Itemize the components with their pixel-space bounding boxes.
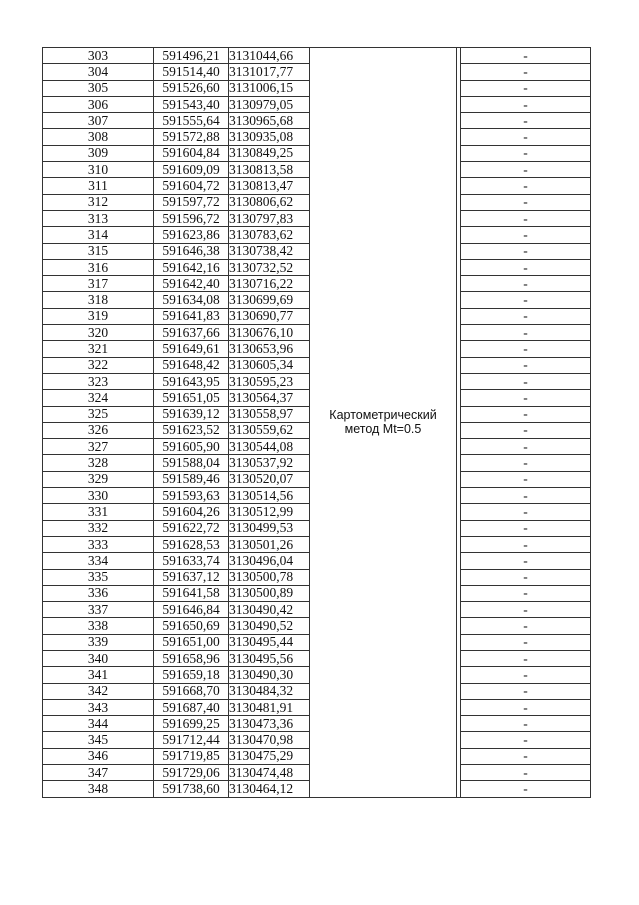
x-coordinate-cell: 591649,61 [154,341,229,357]
note-cell: - [461,569,591,585]
x-coordinate-cell: 591634,08 [154,292,229,308]
x-coordinate-cell: 591687,40 [154,699,229,715]
y-coordinate-cell: 3130490,52 [229,618,310,634]
y-coordinate-cell: 3130935,08 [229,129,310,145]
method-line-2: метод Mt=0.5 [344,422,422,437]
point-number-cell: 340 [43,650,154,666]
x-coordinate-cell: 591628,53 [154,536,229,552]
point-number-cell: 304 [43,64,154,80]
point-number-cell: 342 [43,683,154,699]
x-coordinate-cell: 591588,04 [154,455,229,471]
point-number-cell: 324 [43,390,154,406]
y-coordinate-cell: 3131044,66 [229,48,310,64]
note-cell: - [461,536,591,552]
x-coordinate-cell: 591596,72 [154,210,229,226]
y-coordinate-cell: 3130558,97 [229,406,310,422]
x-coordinate-cell: 591597,72 [154,194,229,210]
point-number-cell: 318 [43,292,154,308]
note-cell: - [461,178,591,194]
point-number-cell: 303 [43,48,154,64]
x-coordinate-cell: 591659,18 [154,667,229,683]
note-cell: - [461,716,591,732]
y-coordinate-cell: 3130716,22 [229,276,310,292]
y-coordinate-cell: 3130559,62 [229,422,310,438]
point-number-cell: 314 [43,227,154,243]
note-cell: - [461,634,591,650]
note-cell: - [461,699,591,715]
x-coordinate-cell: 591555,64 [154,113,229,129]
y-coordinate-cell: 3130520,07 [229,471,310,487]
y-coordinate-cell: 3130514,56 [229,488,310,504]
point-number-cell: 315 [43,243,154,259]
x-coordinate-cell: 591668,70 [154,683,229,699]
y-coordinate-cell: 3130595,23 [229,373,310,389]
point-number-cell: 310 [43,162,154,178]
x-coordinate-cell: 591658,96 [154,650,229,666]
point-number-cell: 347 [43,765,154,781]
y-coordinate-cell: 3130500,78 [229,569,310,585]
y-coordinate-cell: 3130496,04 [229,553,310,569]
note-cell: - [461,162,591,178]
point-number-cell: 313 [43,210,154,226]
point-number-cell: 305 [43,80,154,96]
point-number-cell: 344 [43,716,154,732]
y-coordinate-cell: 3130499,53 [229,520,310,536]
y-coordinate-cell: 3130653,96 [229,341,310,357]
note-cell: - [461,390,591,406]
x-coordinate-cell: 591651,00 [154,634,229,650]
y-coordinate-cell: 3130965,68 [229,113,310,129]
x-coordinate-cell: 591622,72 [154,520,229,536]
point-number-cell: 334 [43,553,154,569]
y-coordinate-cell: 3130605,34 [229,357,310,373]
x-coordinate-cell: 591609,09 [154,162,229,178]
x-coordinate-cell: 591650,69 [154,618,229,634]
y-coordinate-cell: 3130470,98 [229,732,310,748]
x-coordinate-cell: 591605,90 [154,439,229,455]
point-number-cell: 319 [43,308,154,324]
note-cell: - [461,471,591,487]
x-coordinate-cell: 591589,46 [154,471,229,487]
note-cell: - [461,243,591,259]
x-coordinate-cell: 591543,40 [154,96,229,112]
x-coordinate-cell: 591646,84 [154,602,229,618]
point-number-cell: 312 [43,194,154,210]
note-cell: - [461,488,591,504]
note-cell: - [461,618,591,634]
y-coordinate-cell: 3131006,15 [229,80,310,96]
y-coordinate-cell: 3130783,62 [229,227,310,243]
note-cell: - [461,276,591,292]
note-cell: - [461,325,591,341]
x-coordinate-cell: 591641,83 [154,308,229,324]
y-coordinate-cell: 3130500,89 [229,585,310,601]
x-coordinate-cell: 591637,12 [154,569,229,585]
y-coordinate-cell: 3130564,37 [229,390,310,406]
point-number-cell: 307 [43,113,154,129]
y-coordinate-cell: 3130690,77 [229,308,310,324]
y-coordinate-cell: 3130474,48 [229,765,310,781]
x-coordinate-cell: 591648,42 [154,357,229,373]
x-coordinate-cell: 591514,40 [154,64,229,80]
x-coordinate-cell: 591642,40 [154,276,229,292]
y-coordinate-cell: 3130481,91 [229,699,310,715]
table-body [43,48,591,798]
note-cell: - [461,765,591,781]
point-number-cell: 336 [43,585,154,601]
note-cell: - [461,194,591,210]
note-cell: - [461,602,591,618]
point-number-cell: 346 [43,748,154,764]
point-number-cell: 333 [43,536,154,552]
y-coordinate-cell: 3130537,92 [229,455,310,471]
method-line-1: Картометрический [329,408,437,423]
y-coordinate-cell: 3130473,36 [229,716,310,732]
point-number-cell: 308 [43,129,154,145]
point-number-cell: 345 [43,732,154,748]
y-coordinate-cell: 3130501,26 [229,536,310,552]
y-coordinate-cell: 3130806,62 [229,194,310,210]
point-number-cell: 330 [43,488,154,504]
note-cell: - [461,259,591,275]
point-number-cell: 316 [43,259,154,275]
point-number-cell: 348 [43,781,154,797]
x-coordinate-cell: 591712,44 [154,732,229,748]
y-coordinate-cell: 3130544,08 [229,439,310,455]
y-coordinate-cell: 3130738,42 [229,243,310,259]
y-coordinate-cell: 3130495,56 [229,650,310,666]
note-cell: - [461,585,591,601]
point-number-cell: 326 [43,422,154,438]
note-cell: - [461,96,591,112]
method-cell [310,48,457,798]
point-number-cell: 331 [43,504,154,520]
note-cell: - [461,781,591,797]
y-coordinate-cell: 3130484,32 [229,683,310,699]
point-number-cell: 343 [43,699,154,715]
x-coordinate-cell: 591633,74 [154,553,229,569]
y-coordinate-cell: 3130464,12 [229,781,310,797]
x-coordinate-cell: 591496,21 [154,48,229,64]
point-number-cell: 327 [43,439,154,455]
note-cell: - [461,227,591,243]
coordinates-table [42,47,591,798]
point-number-cell: 311 [43,178,154,194]
note-cell: - [461,406,591,422]
x-coordinate-cell: 591623,52 [154,422,229,438]
note-cell: - [461,145,591,161]
note-cell: - [461,113,591,129]
x-coordinate-cell: 591623,86 [154,227,229,243]
note-cell: - [461,373,591,389]
note-cell: - [461,520,591,536]
y-coordinate-cell: 3130797,83 [229,210,310,226]
x-coordinate-cell: 591637,66 [154,325,229,341]
x-coordinate-cell: 591719,85 [154,748,229,764]
y-coordinate-cell: 3131017,77 [229,64,310,80]
x-coordinate-cell: 591526,60 [154,80,229,96]
note-cell: - [461,553,591,569]
y-coordinate-cell: 3130512,99 [229,504,310,520]
x-coordinate-cell: 591639,12 [154,406,229,422]
y-coordinate-cell: 3130813,58 [229,162,310,178]
y-coordinate-cell: 3130813,47 [229,178,310,194]
note-cell: - [461,732,591,748]
x-coordinate-cell: 591604,84 [154,145,229,161]
point-number-cell: 332 [43,520,154,536]
x-coordinate-cell: 591572,88 [154,129,229,145]
point-number-cell: 322 [43,357,154,373]
note-cell: - [461,308,591,324]
note-cell: - [461,439,591,455]
point-number-cell: 325 [43,406,154,422]
y-coordinate-cell: 3130676,10 [229,325,310,341]
x-coordinate-cell: 591642,16 [154,259,229,275]
y-coordinate-cell: 3130475,29 [229,748,310,764]
note-cell: - [461,455,591,471]
y-coordinate-cell: 3130495,44 [229,634,310,650]
note-cell: - [461,667,591,683]
point-number-cell: 321 [43,341,154,357]
point-number-cell: 320 [43,325,154,341]
x-coordinate-cell: 591593,63 [154,488,229,504]
note-cell: - [461,504,591,520]
y-coordinate-cell: 3130979,05 [229,96,310,112]
point-number-cell: 317 [43,276,154,292]
point-number-cell: 329 [43,471,154,487]
y-coordinate-cell: 3130490,42 [229,602,310,618]
y-coordinate-cell: 3130699,69 [229,292,310,308]
point-number-cell: 328 [43,455,154,471]
y-coordinate-cell: 3130732,52 [229,259,310,275]
x-coordinate-cell: 591651,05 [154,390,229,406]
note-cell: - [461,292,591,308]
x-coordinate-cell: 591643,95 [154,373,229,389]
note-cell: - [461,748,591,764]
point-number-cell: 309 [43,145,154,161]
point-number-cell: 338 [43,618,154,634]
note-cell: - [461,422,591,438]
note-cell: - [461,80,591,96]
x-coordinate-cell: 591699,25 [154,716,229,732]
note-cell: - [461,48,591,64]
note-cell: - [461,210,591,226]
x-coordinate-cell: 591604,72 [154,178,229,194]
note-cell: - [461,64,591,80]
table-row [43,48,591,64]
x-coordinate-cell: 591641,58 [154,585,229,601]
point-number-cell: 341 [43,667,154,683]
point-number-cell: 306 [43,96,154,112]
x-coordinate-cell: 591729,06 [154,765,229,781]
note-cell: - [461,357,591,373]
point-number-cell: 339 [43,634,154,650]
x-coordinate-cell: 591604,26 [154,504,229,520]
note-cell: - [461,129,591,145]
x-coordinate-cell: 591646,38 [154,243,229,259]
note-cell: - [461,650,591,666]
point-number-cell: 337 [43,602,154,618]
point-number-cell: 323 [43,373,154,389]
point-number-cell: 335 [43,569,154,585]
note-cell: - [461,683,591,699]
x-coordinate-cell: 591738,60 [154,781,229,797]
y-coordinate-cell: 3130849,25 [229,145,310,161]
note-cell: - [461,341,591,357]
y-coordinate-cell: 3130490,30 [229,667,310,683]
